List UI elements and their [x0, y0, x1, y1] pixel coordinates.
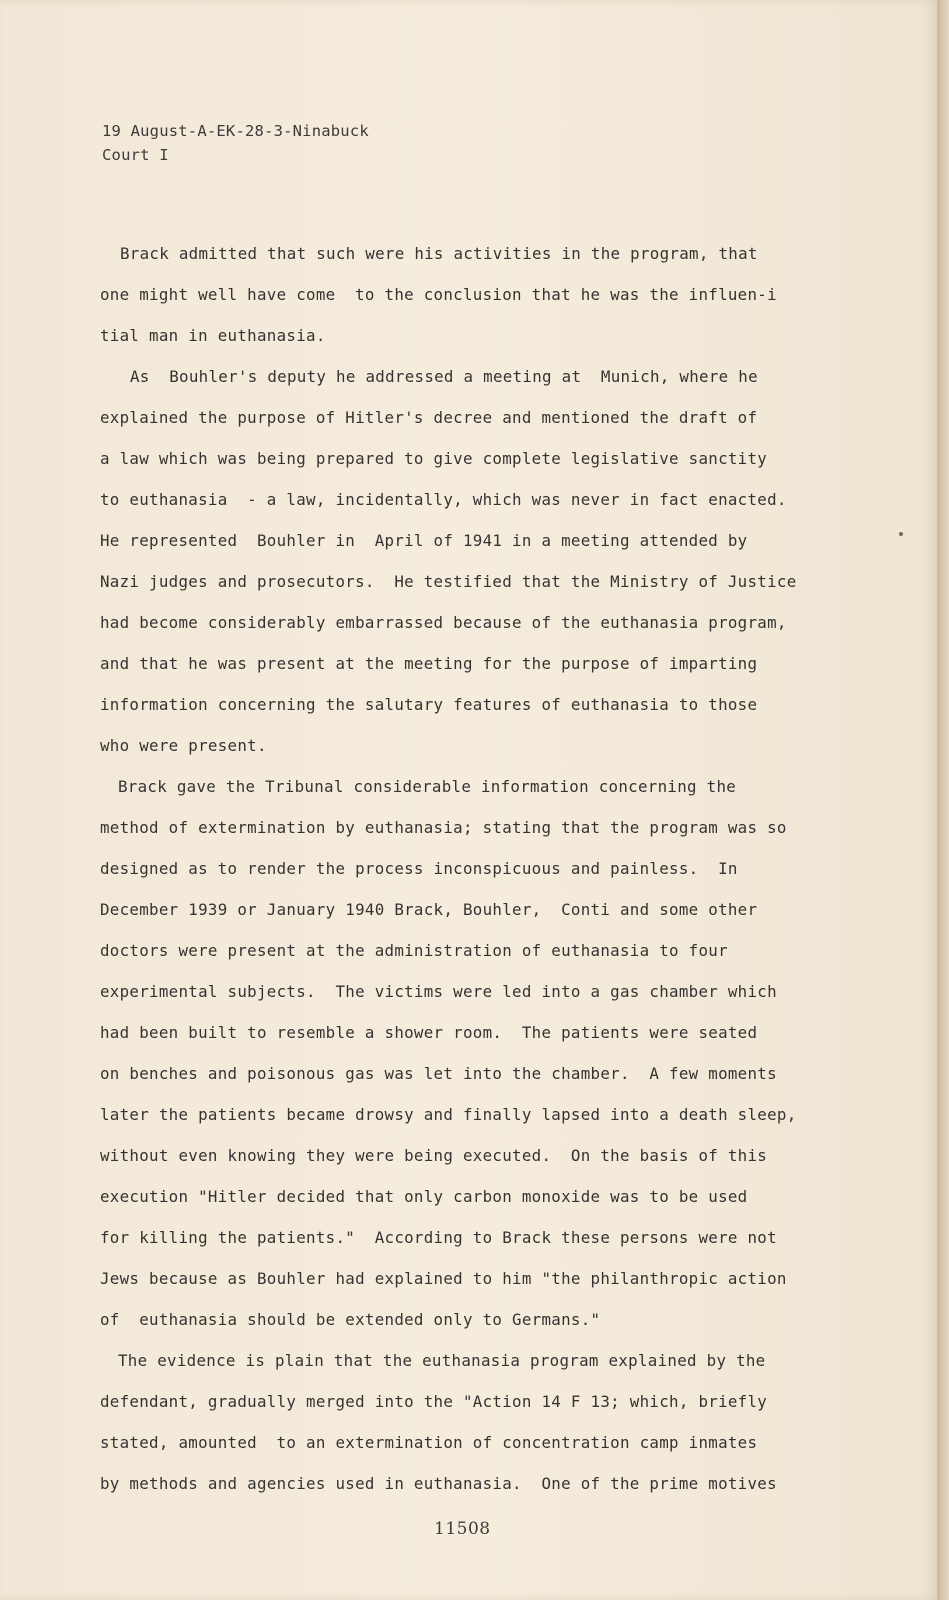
body-line: a law which was being prepared to give complete legislative sanctity — [100, 449, 768, 468]
paper-speck — [899, 532, 903, 536]
body-line: and that he was present at the meeting for the purpose of imparting — [100, 654, 758, 673]
body-line: method of extermination by euthanasia; stating that the program was so — [100, 818, 787, 837]
header-court: Court I — [102, 146, 169, 164]
body-line: for killing the patients." According to Brack these persons were not — [100, 1228, 777, 1247]
body-line: without even knowing they were being executed. On the basis of this — [100, 1146, 768, 1165]
body-line: December 1939 or January 1940 Brack, Bouhler, Conti and some other — [100, 900, 758, 919]
body-line: defendant, gradually merged into the "Action 14 F 13; which, briefly — [100, 1392, 768, 1411]
body-line: information concerning the salutary features of euthanasia to those — [100, 695, 758, 714]
body-line: Brack gave the Tribunal considerable information concerning the — [118, 777, 737, 796]
body-line: doctors were present at the administration of euthanasia to four — [100, 941, 728, 960]
body-line: on benches and poisonous gas was let into the chamber. A few moments — [100, 1064, 777, 1083]
page-edge — [937, 0, 949, 1600]
body-line: experimental subjects. The victims were led into a gas chamber which — [100, 982, 777, 1001]
body-line: to euthanasia - a law, incidentally, which was never in fact enacted. — [100, 490, 787, 509]
body-line: one might well have come to the conclusion that he was the influen-i — [100, 285, 777, 304]
body-line: He represented Bouhler in April of 1941 in a meeting attended by — [100, 531, 748, 550]
body-line: The evidence is plain that the euthanasia program explained by the — [118, 1351, 766, 1370]
body-line: Jews because as Bouhler had explained to him "the philanthropic action — [100, 1269, 787, 1288]
body-line: by methods and agencies used in euthanasia. One of the prime motives — [100, 1474, 777, 1493]
body-line: had been built to resemble a shower room. The patients were seated — [100, 1023, 758, 1042]
body-line: As Bouhler's deputy he addressed a meeting at Munich, where he — [130, 367, 758, 386]
page-number: 11508 — [434, 1519, 491, 1539]
body-line: tial man in euthanasia. — [100, 326, 326, 345]
body-line: designed as to render the process inconspicuous and painless. In — [100, 859, 738, 878]
header-file-reference: 19 August-A-EK-28-3-Ninabuck — [102, 122, 369, 140]
body-line: who were present. — [100, 736, 267, 755]
body-line: explained the purpose of Hitler's decree and mentioned the draft of — [100, 408, 758, 427]
body-line: execution "Hitler decided that only carbon monoxide was to be used — [100, 1187, 748, 1206]
body-line: Brack admitted that such were his activities in the program, that — [120, 244, 758, 263]
body-line: later the patients became drowsy and finally lapsed into a death sleep, — [100, 1105, 797, 1124]
body-line: had become considerably embarrassed because of the euthanasia program, — [100, 613, 787, 632]
body-line: stated, amounted to an extermination of concentration camp inmates — [100, 1433, 758, 1452]
body-line: Nazi judges and prosecutors. He testified that the Ministry of Justice — [100, 572, 797, 591]
body-line: of euthanasia should be extended only to Germans." — [100, 1310, 601, 1329]
